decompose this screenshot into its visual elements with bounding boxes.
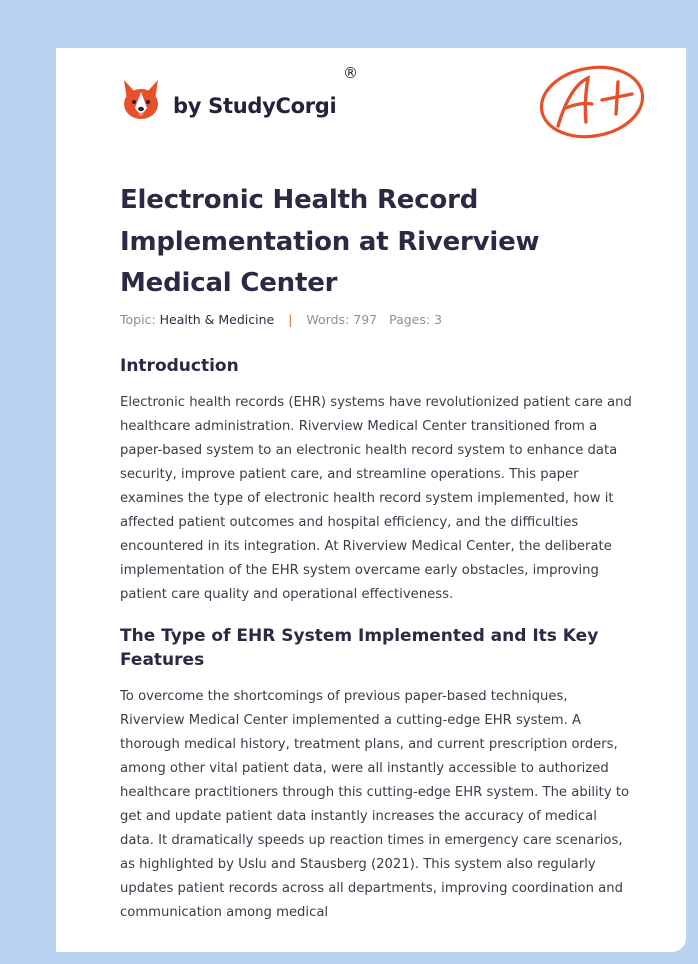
- section-heading-introduction: Introduction: [120, 356, 239, 376]
- document-meta: [120, 312, 442, 327]
- registered-mark: ®: [343, 64, 358, 82]
- brand-name: by StudyCorgi: [173, 94, 337, 118]
- grade-a-plus-badge: [536, 56, 652, 146]
- a-plus-icon: [536, 56, 652, 142]
- studycorgi-logo[interactable]: [121, 76, 336, 124]
- section-heading-ehr-type: The Type of EHR System Implemented and Its Key Features: [120, 626, 599, 670]
- meta-separator: |: [288, 312, 293, 327]
- section-body-introduction: Electronic health records (EHR) systems have revolutionized patient care and healthcare administration. Riverview Medical Center transitioned from a paper-based system to an electronic health record system to enhance data security, improve patient care, and streamline operations. This paper examines the type of electronic health record system implemented, how it affected patient outcomes and hospital efficiency, and the difficulties encountered in its integration. At Riverview Medical Center, the deliberate implementation of the EHR system overcame early obstacles, improving patient care quality and operational effectiveness.: [120, 395, 632, 602]
- topic-label: Topic:: [120, 312, 156, 327]
- pages-value: 3: [434, 312, 443, 327]
- words-value: 797: [353, 312, 378, 327]
- pages-label: Pages:: [389, 312, 431, 327]
- words-label: Words:: [306, 312, 350, 327]
- document-title: Electronic Health Record Implementation at Riverview Medical Center: [120, 185, 540, 298]
- document-page: [56, 48, 686, 952]
- topic-value[interactable]: Health & Medicine: [159, 312, 275, 327]
- corgi-icon: [121, 78, 161, 122]
- section-body-ehr-type: To overcome the shortcomings of previous paper-based techniques, Riverview Medical Center implemented a cutting-edge EHR system. A thorough medical history, treatment plans, and current prescription orders, among other vital patient data, were all instantly accessible to authorized healthcare practitioners through this cutting-edge EHR system. The ability to get and update patient data instantly increases the accuracy of medical data. It dramatically speeds up reaction times in emergency care scenarios, as highlighted by Uslu and Stausberg (2021). This system also regularly updates patient records across all departments, improving coordination and communication among medical: [120, 689, 630, 920]
